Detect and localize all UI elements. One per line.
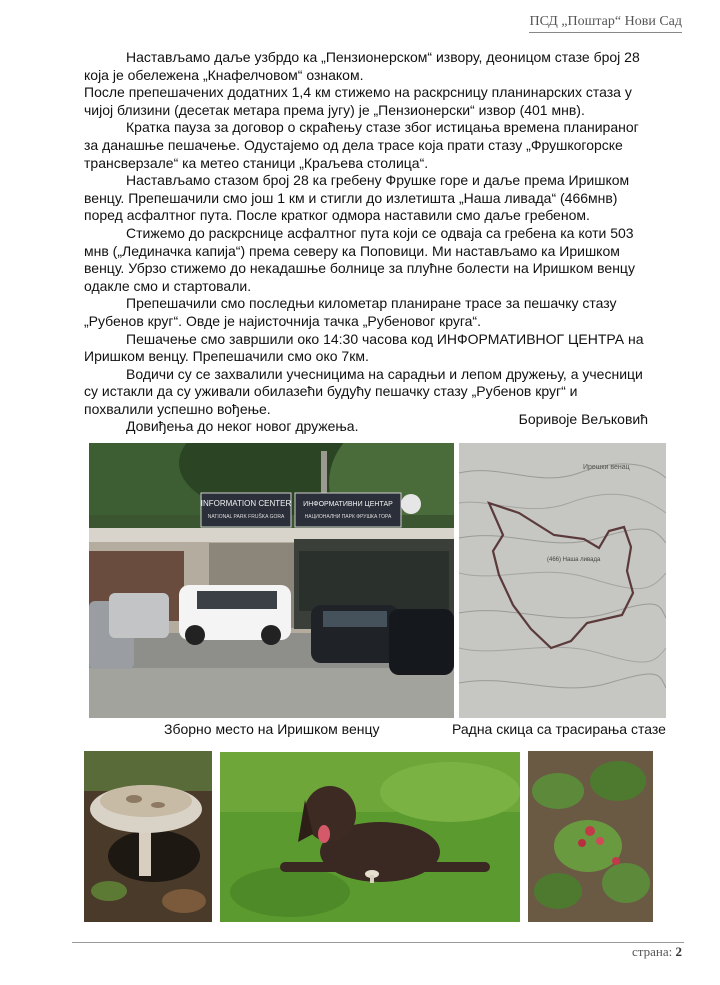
info-sign-right: ИНФОРМАТИВНИ ЦЕНТАР [303,501,393,508]
info-sign-left: INFORMATION CENTER [200,499,292,508]
map-spot-label: (466) Наша ливада [547,557,601,563]
map-label: Ирешки венац [583,464,630,471]
paragraph: Кратка пауза за договор о скраћењу стазе због истицања времена планираног за данашње пешачење. Одустајемо од дела трасе која прати стазу „Фрушкогорске трансверзале“ ка метео станици „Краљева столица“. [84,119,639,171]
page-number: 2 [675,944,682,959]
photo-route-sketch-map [459,443,666,718]
caption-gathering-place: Зборно место на Иришком венцу [164,721,380,737]
photo-dog-on-grass [220,752,520,922]
paragraph: Настављамо даље узбрдо ка „Пензионерском“ извору, деоницом стазе број 28 која је обележена „Кнафелчовом“ ознаком. [84,49,640,83]
paragraph: Довиђења до неког новог дружења. [126,418,359,435]
photo-wild-strawberries [528,751,653,922]
paragraph: Настављамо стазом број 28 ка гребену Фрушке горе и даље према Иришком венцу. Препешачили смо још 1 км и стигли до излетишта „Наша ливада“ (466мнв) поред асфалтног пута. После кратког одмора наставили смо даље гребеном. [84,172,630,224]
page-header: ПСД „Поштар“ Нови Сад [529,14,682,33]
paragraph: Водичи су се захвалили учесницима на сарадњи и лепом дружењу, а учесници су истакли да су уживали обилазећи будућу пешачку стазу „Рубенов круг“ и похвалили успешно вођење. [84,365,643,417]
author-signature: Боривоје Вељковић [518,411,648,427]
info-sign-left-sub: NATIONAL PARK FRUŠKA GORA [207,514,285,520]
caption-route-sketch: Радна скица са трасирања стазе [452,721,666,737]
paragraph: Пешачење смо завршили око 14:30 часова код ИНФОРМАТИВНОГ ЦЕНТРА на Иришком венцу. Препешачили смо око 7км. [84,330,644,365]
paragraph: После препешачених додатних 1,4 км стижемо на раскрсницу планинарских стаза у чијој близини (десетак метара према југу) је „Пензионерски“ извор (401 мнв). [84,84,632,118]
paragraph: Стижемо до раскрснице асфалтног пута који се одваја са гребена ка коти 503 мнв („Лединачка капија“) према северу ка Поповици. Ми настављамо ка Иришком венцу. Убрзо стижемо до некадашње болнице за плућне болести на Иришком венцу одакле смо и стартовали. [84,224,635,294]
page-label: страна: [632,944,673,959]
photo-information-center [89,443,454,718]
photo-mushroom [84,751,212,922]
article-body [84,49,644,436]
page-footer [632,944,682,960]
footer-divider [72,942,684,943]
paragraph: Препешачили смо последњи километар планиране трасе за пешачку стазу „Рубенов круг“. Овде је најисточнија тачка „Рубеновог круга“. [84,295,617,329]
info-sign-right-sub: НАЦИОНАЛНИ ПАРК ФРУШКА ГОРА [304,514,392,520]
